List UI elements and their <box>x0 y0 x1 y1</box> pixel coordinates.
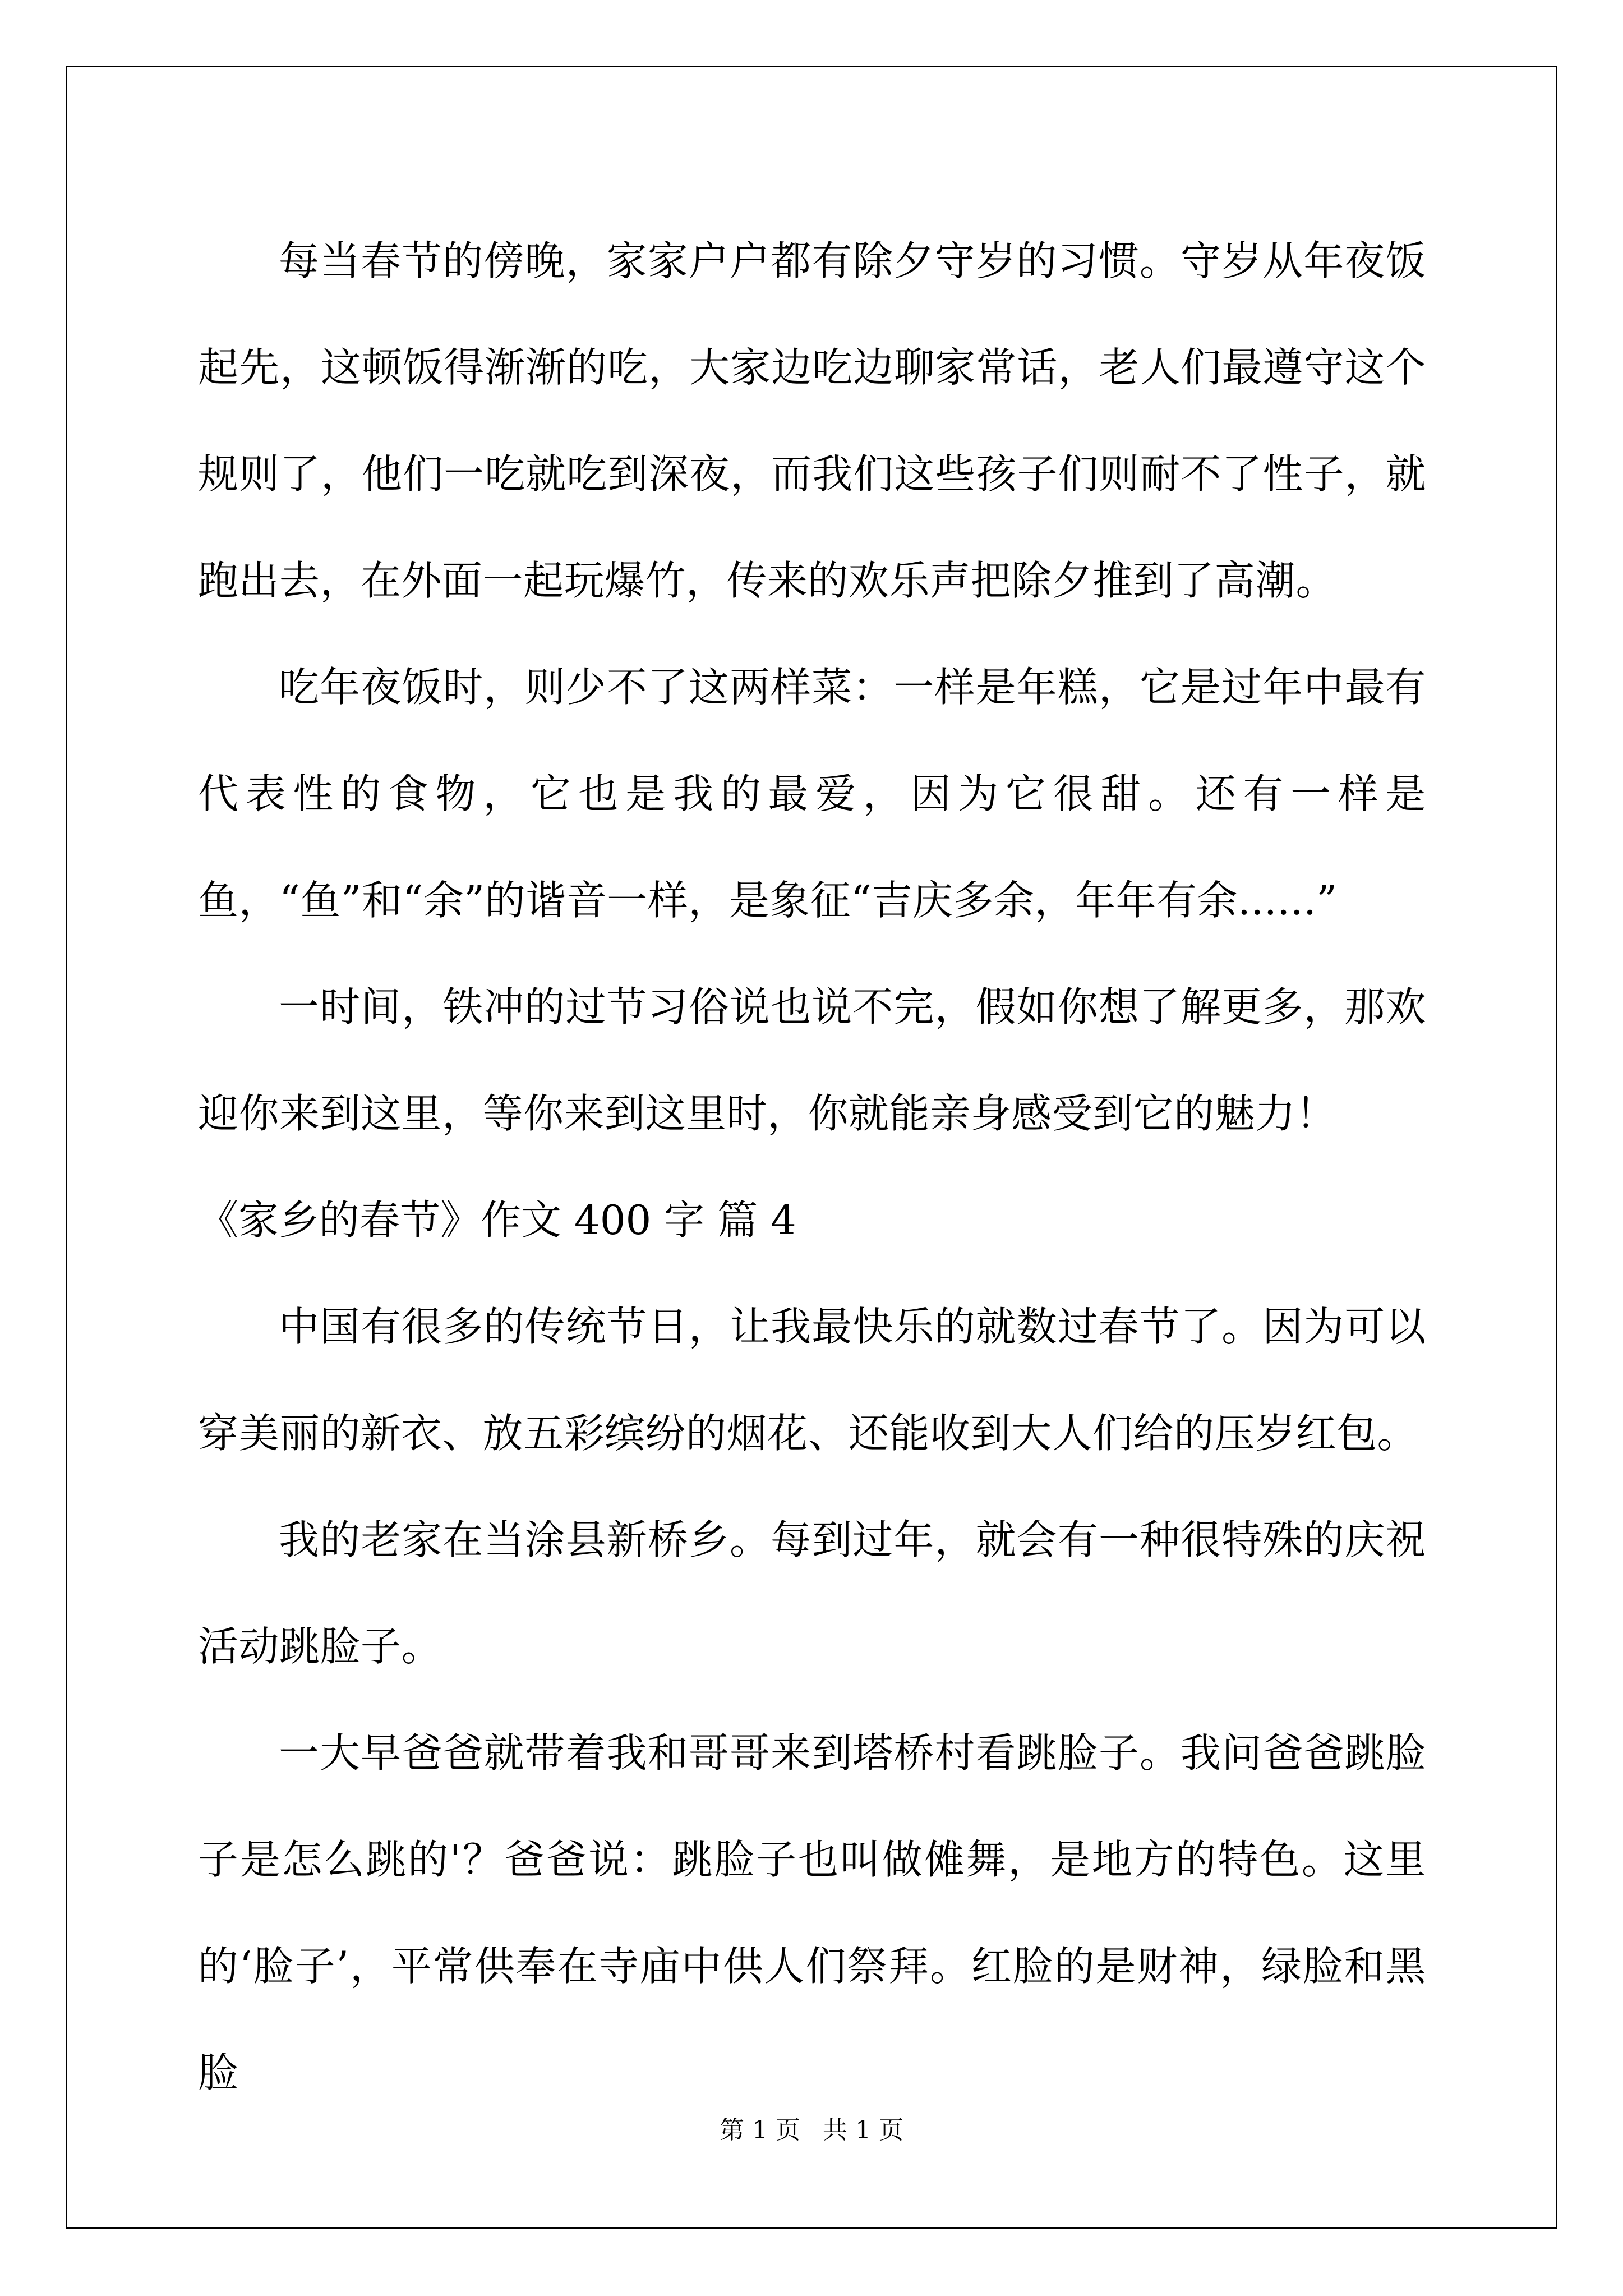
page-number: 第 1 页 <box>720 2116 800 2145</box>
paragraph: 我的老家在当涂县新桥乡。每到过年，就会有一种很特殊的庆祝活动跳脸子。 <box>198 1516 1426 1670</box>
paragraph: 一时间，铁冲的过节习俗说也说不完，假如你想了解更多，那欢迎你来到这里，等你来到这里时，你就能亲身感受到它的魅力！ <box>198 983 1426 1137</box>
paragraph: 每当春节的傍晚，家家户户都有除夕守岁的习惯。守岁从年夜饭起先，这顿饭得渐渐的吃，大家边吃边聊家常话，老人们最遵守这个规则了，他们一吃就吃到深夜，而我们这些孩子们则耐不了性子，就跑出去，在外面一起玩爆竹，传来的欢乐声把除夕推到了高潮。 <box>198 237 1426 604</box>
page-total: 共 1 页 <box>823 2116 903 2145</box>
document-body <box>198 208 1426 2126</box>
page-footer <box>0 2114 1623 2147</box>
paragraph: 吃年夜饭时，则少不了这两样菜：一样是年糕，它是过年中最有代表性的食物，它也是我的最爱，因为它很甜。还有一样是鱼，“鱼”和“余”的谐音一样，是象征“吉庆多余，年年有余......” <box>198 664 1426 924</box>
paragraph: 中国有很多的传统节日，让我最快乐的就数过春节了。因为可以穿美丽的新衣、放五彩缤纷的烟花、还能收到大人们给的压岁红包。 <box>198 1303 1426 1457</box>
section-heading: 《家乡的春节》作文 400 字 篇 4 <box>198 1197 796 1244</box>
paragraph: 一大早爸爸就带着我和哥哥来到塔桥村看跳脸子。我问爸爸跳脸子是怎么跳的'？爸爸说：跳脸子也叫做傩舞，是地方的特色。这里的‘脸子’，平常供奉在寺庙中供人们祭拜。红脸的是财神，绿脸和黑脸 <box>198 1729 1426 2096</box>
